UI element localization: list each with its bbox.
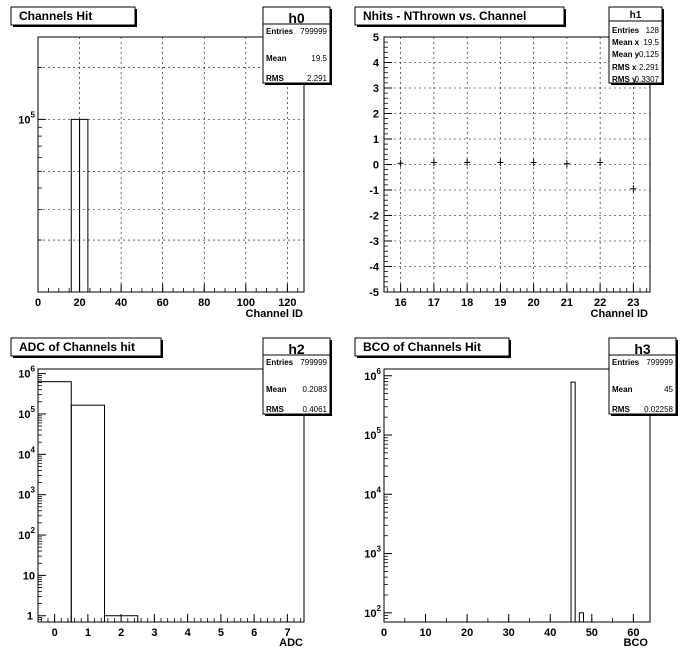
chart-panel-0 (11, 7, 332, 320)
chart-title: ADC of Channels hit (19, 340, 135, 354)
x-tick-label-3: 3 (151, 627, 158, 639)
stats-value-4: 0.3307 (634, 75, 659, 84)
x-tick-label-0: 0 (51, 627, 58, 639)
x-tick-label-4: 20 (527, 297, 540, 309)
x-tick-label-5: 50 (585, 627, 598, 639)
stats-value-1: 19.5 (311, 54, 327, 63)
stats-box (609, 338, 678, 416)
stats-box (263, 7, 332, 85)
x-tick-label-6: 6 (251, 627, 258, 639)
y-tick-label-6: $10^6$ (18, 364, 35, 381)
y-tick-label-7: 2 (372, 108, 379, 121)
y-tick-label-4: -1 (369, 185, 379, 197)
chart-panel-2 (11, 338, 332, 649)
y-tick-label-6: 1 (372, 134, 379, 146)
y-tick-label-2: $10^2$ (18, 526, 35, 543)
x-tick-label-0: 0 (380, 627, 388, 639)
stats-label-1: Mean x (612, 38, 640, 47)
y-tick-label-4: $10^6$ (364, 366, 381, 383)
stats-histogram-name: h3 (634, 341, 651, 357)
stats-label-4: RMS y (612, 75, 637, 84)
x-tick-label-6: 120 (278, 297, 297, 309)
stats-label-1: Mean (612, 385, 633, 394)
stats-value-2: -0.125 (636, 50, 659, 59)
chart-title-box (355, 338, 511, 358)
x-tick-label-4: 4 (184, 627, 191, 639)
x-tick-label-3: 60 (156, 297, 169, 309)
y-tick-label-1: 10 (22, 570, 35, 583)
stats-label-2: RMS (612, 405, 630, 414)
x-tick-label-1: 17 (427, 297, 440, 309)
x-axis-label: Channel ID (245, 308, 303, 320)
x-tick-label-3: 19 (494, 297, 507, 309)
stats-label-0: Entries (266, 358, 294, 367)
stats-value-0: 799999 (646, 358, 673, 367)
x-axis-label: ADC (279, 637, 303, 649)
x-axis-label: BCO (623, 637, 648, 649)
y-tick-label-5: $10^5$ (18, 404, 35, 421)
stats-label-2: RMS (266, 405, 284, 414)
y-tick-label-9: 4 (372, 57, 379, 70)
chart-panel-1 (355, 7, 664, 320)
x-tick-label-6: 22 (594, 297, 607, 309)
y-tick-label-2: -3 (369, 236, 379, 248)
stats-value-1: 45 (664, 385, 673, 394)
stats-label-3: RMS x (612, 63, 637, 72)
y-tick-label-1: -4 (369, 261, 379, 274)
y-tick-label-4: $10^4$ (18, 445, 35, 462)
stats-label-0: Entries (266, 27, 294, 36)
x-tick-label-2: 2 (118, 627, 125, 639)
stats-value-0: 128 (645, 26, 659, 35)
stats-label-1: Mean (266, 385, 287, 394)
x-tick-label-0: 0 (34, 297, 42, 309)
y-tick-label-3: $10^5$ (364, 426, 381, 443)
x-tick-label-3: 30 (502, 627, 515, 639)
chart-title: BCO of Channels Hit (363, 340, 482, 354)
stats-value-2: 2.291 (306, 74, 327, 83)
y-tick-label-0: $10^2$ (364, 603, 381, 620)
stats-box (263, 338, 332, 416)
y-tick-label-0: -5 (369, 287, 379, 299)
x-tick-label-1: 1 (84, 627, 91, 639)
stats-value-2: 0.02258 (644, 405, 673, 414)
chart-title-box (355, 7, 566, 27)
stats-label-0: Entries (612, 358, 640, 367)
chart-title-box (11, 7, 137, 27)
y-tick-label-5: 0 (372, 159, 379, 172)
stats-label-2: RMS (266, 74, 284, 83)
stats-label-2: Mean y (612, 50, 640, 59)
x-tick-label-1: 10 (419, 627, 432, 639)
y-tick-label-1: $10^3$ (364, 544, 381, 561)
stats-histogram-name: h2 (288, 341, 305, 357)
stats-box (609, 7, 664, 85)
chart-panel-3 (355, 338, 678, 649)
stats-value-1: 0.2083 (302, 385, 327, 394)
x-tick-label-2: 18 (461, 297, 474, 309)
y-tick-label-8: 3 (372, 83, 379, 95)
x-tick-label-5: 100 (236, 297, 255, 309)
x-tick-label-4: 40 (544, 627, 557, 639)
stats-label-1: Mean (266, 54, 287, 63)
x-tick-label-4: 80 (198, 297, 211, 309)
x-tick-label-0: 16 (394, 297, 407, 309)
x-tick-label-5: 21 (560, 297, 573, 309)
x-tick-label-2: 40 (115, 297, 128, 309)
stats-value-2: 0.4061 (302, 405, 327, 414)
stats-value-3: 2.291 (638, 63, 659, 72)
stats-label-0: Entries (612, 26, 640, 35)
x-tick-label-1: 20 (73, 297, 86, 309)
x-tick-label-7: 23 (627, 297, 640, 309)
y-tick-label-10: 5 (372, 32, 379, 44)
stats-value-1: 19.5 (643, 38, 659, 47)
chart-title: Nhits - NThrown vs. Channel (363, 9, 527, 23)
y-tick-label-2: $10^4$ (364, 485, 381, 502)
x-axis-label: Channel ID (590, 308, 648, 320)
stats-histogram-name: h1 (629, 10, 642, 21)
y-tick-label-3: -2 (369, 210, 379, 223)
stats-histogram-name: h0 (288, 10, 305, 26)
x-tick-label-5: 5 (217, 627, 224, 639)
stats-value-0: 799999 (300, 27, 327, 36)
x-tick-label-2: 20 (461, 627, 474, 639)
chart-title-box (11, 338, 163, 358)
y-tick-label-3: $10^3$ (18, 485, 35, 502)
y-tick-label-0: $10^5$ (18, 110, 35, 127)
x-tick-label-7: 7 (284, 627, 291, 639)
y-tick-label-0: 1 (26, 610, 33, 623)
x-tick-label-6: 60 (627, 627, 640, 639)
chart-title: Channels Hit (19, 9, 93, 23)
stats-value-0: 799999 (300, 358, 327, 367)
